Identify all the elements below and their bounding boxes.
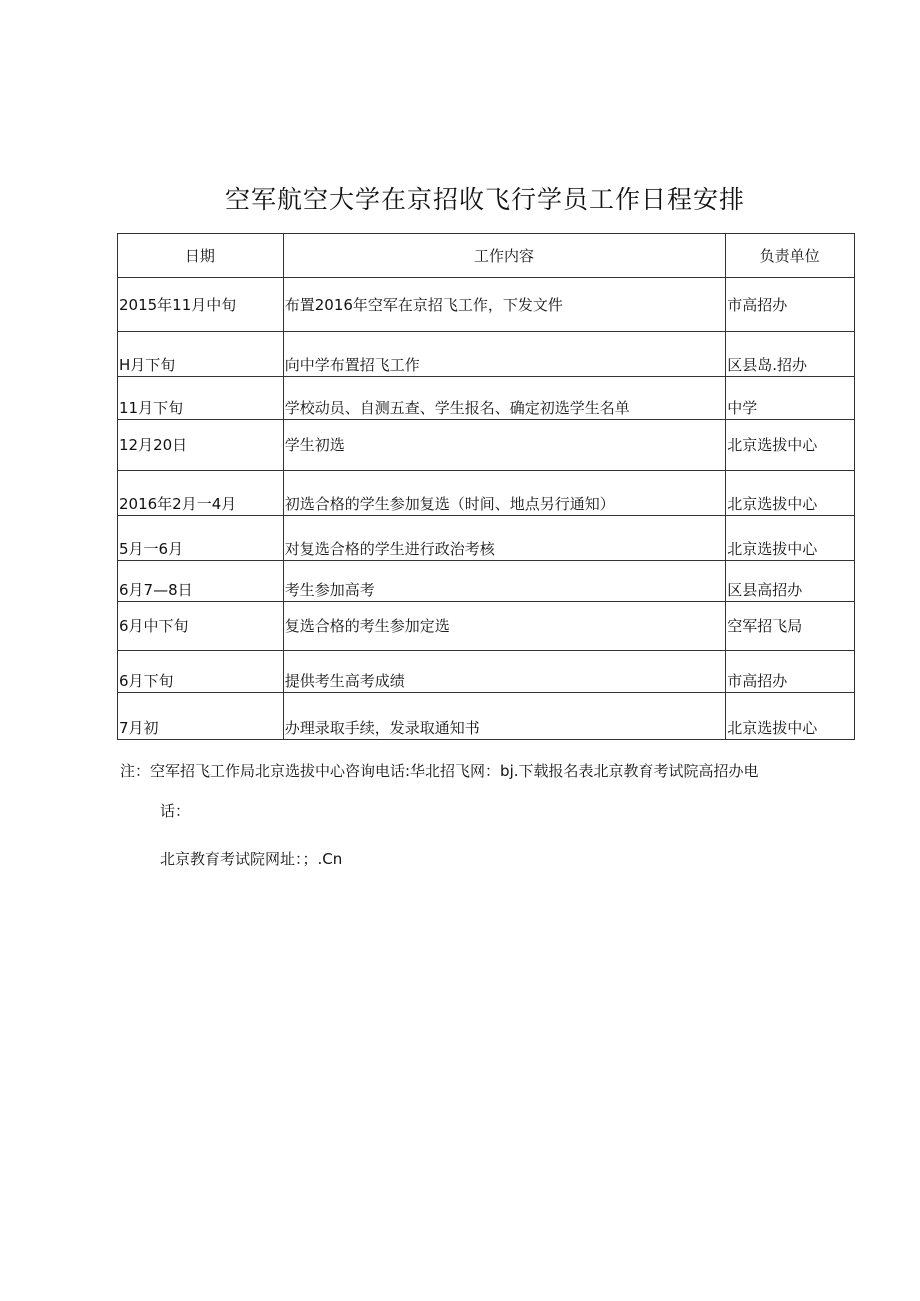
- cell-content: 考生参加高考: [283, 561, 725, 602]
- table-row: [118, 516, 855, 561]
- note-line-2: 话：: [160, 802, 191, 820]
- cell-content: 复选合格的考生参加定选: [283, 602, 725, 651]
- table-row: [118, 561, 855, 602]
- cell-unit: 北京选拔中心: [726, 516, 855, 561]
- table-row: [118, 278, 855, 332]
- cell-content: 学校动员、自测五查、学生报名、确定初选学生名单: [283, 377, 725, 420]
- cell-unit: 中学: [726, 377, 855, 420]
- cell-unit: 区县岛.招办: [726, 332, 855, 377]
- cell-unit: 市高招办: [726, 651, 855, 693]
- cell-date: 12月20日: [118, 420, 284, 471]
- cell-date: 11月下旬: [118, 377, 284, 420]
- table-row: [118, 602, 855, 651]
- cell-unit: 北京选拔中心: [726, 420, 855, 471]
- cell-content: 对复选合格的学生进行政治考核: [283, 516, 725, 561]
- table-row: [118, 651, 855, 693]
- table-row: [118, 471, 855, 516]
- note-line-3: 北京教育考试院网址：；.Cn: [160, 850, 343, 868]
- table-row: [118, 420, 855, 471]
- cell-content: 提供考生高考成绩: [283, 651, 725, 693]
- header-content: 工作内容: [283, 234, 725, 278]
- cell-unit: 北京选拔中心: [726, 693, 855, 740]
- table-row: [118, 332, 855, 377]
- cell-date: 6月中下旬: [118, 602, 284, 651]
- cell-unit: 市高招办: [726, 278, 855, 332]
- cell-date: 6月7—8日: [118, 561, 284, 602]
- header-unit: 负责单位: [726, 234, 855, 278]
- cell-date: 6月下旬: [118, 651, 284, 693]
- cell-content: 布置2016年空军在京招飞工作，下发文件: [283, 278, 725, 332]
- cell-content: 初选合格的学生参加复选（时间、地点另行通知）: [283, 471, 725, 516]
- cell-content: 向中学布置招飞工作: [283, 332, 725, 377]
- cell-date: 7月初: [118, 693, 284, 740]
- table-row: [118, 693, 855, 740]
- cell-date: 5月一6月: [118, 516, 284, 561]
- cell-unit: 区县高招办: [726, 561, 855, 602]
- cell-content: 办理录取手续，发录取通知书: [283, 693, 725, 740]
- cell-date: 2015年11月中旬: [118, 278, 284, 332]
- table-row: [118, 377, 855, 420]
- cell-date: H月下旬: [118, 332, 284, 377]
- table-header-row: [118, 234, 855, 278]
- cell-content: 学生初选: [283, 420, 725, 471]
- cell-date: 2016年2月一4月: [118, 471, 284, 516]
- header-date: 日期: [118, 234, 284, 278]
- cell-unit: 北京选拔中心: [726, 471, 855, 516]
- schedule-table: [117, 233, 855, 740]
- cell-unit: 空军招飞局: [726, 602, 855, 651]
- note-line-1: 注：空军招飞工作局北京选拔中心咨询电话:华北招飞网：bj.下载报名表北京教育考试院高招办电: [120, 762, 759, 780]
- document-title: 空军航空大学在京招收飞行学员工作日程安排: [224, 185, 745, 214]
